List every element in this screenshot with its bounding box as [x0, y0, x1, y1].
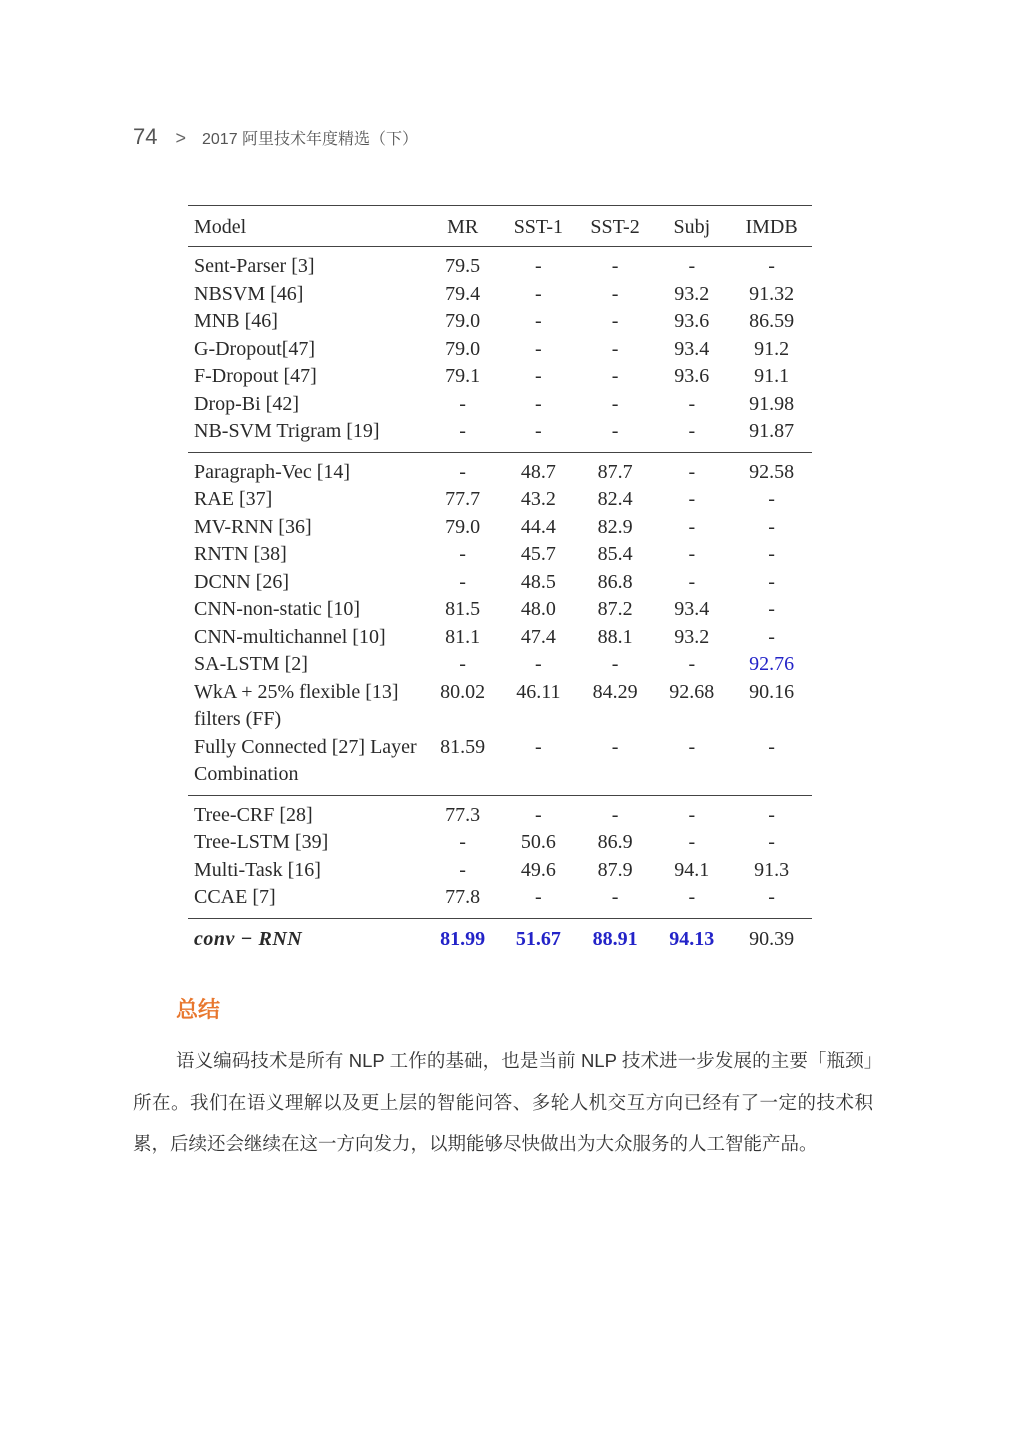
- score-cell-subj: -: [688, 803, 696, 826]
- score-cell-imdb: 91.2: [754, 337, 790, 360]
- model-name: G-Dropout[47]: [194, 337, 316, 360]
- model-name-cell: [188, 884, 426, 918]
- table-group: [188, 247, 812, 453]
- score-cell-sst2: -: [611, 282, 619, 305]
- score-cell-sst1: -: [535, 886, 542, 908]
- score-cell-sst2: -: [611, 310, 619, 332]
- section-title: 总结: [176, 997, 221, 1022]
- score-cell-sst1: 50.6: [520, 831, 556, 853]
- column-header-model: Model: [194, 216, 247, 238]
- column-header-sst1: SST-1: [513, 216, 563, 238]
- score-cell-sst1: -: [535, 420, 542, 442]
- score-cell-imdb: -: [768, 488, 775, 510]
- model-name: CNN-non-static [10]: [194, 598, 361, 620]
- score-cell-imdb: -: [768, 255, 775, 277]
- score-cell-subj: -: [688, 420, 696, 442]
- score-cell-subj: -: [688, 653, 696, 675]
- results-table: [188, 205, 812, 957]
- score-cell-subj: -: [688, 886, 696, 908]
- score-cell-imdb: -: [768, 886, 775, 908]
- score-cell-sst2: 86.9: [597, 831, 633, 853]
- score-cell-sst2: 84.29: [592, 680, 638, 703]
- model-name: CNN-multichannel [10]: [194, 625, 386, 648]
- score-cell-imdb: 90.16: [749, 680, 795, 703]
- score-cell-sst1: -: [535, 653, 542, 675]
- score-cell-sst2: -: [611, 255, 619, 277]
- score-cell-subj: 94.13: [669, 927, 715, 950]
- model-name-cell: [188, 336, 426, 364]
- score-cell-sst1: 46.11: [516, 680, 561, 703]
- column-header-imdb: IMDB: [745, 216, 798, 238]
- running-header: [133, 124, 418, 150]
- model-name: conv − RNN: [194, 927, 303, 950]
- model-name: SA-LSTM [2]: [194, 653, 308, 675]
- table-row: [188, 857, 812, 885]
- score-cell-sst1: -: [535, 365, 542, 387]
- model-name: Drop-Bi [42]: [194, 392, 299, 415]
- table-row: [188, 452, 812, 486]
- score-cell-imdb: 86.59: [749, 310, 795, 332]
- score-cell-imdb: 92.58: [749, 460, 795, 483]
- summary-body: [133, 1040, 873, 1165]
- score-cell-mr: 79.4: [445, 282, 481, 305]
- score-cell-mr: 77.8: [445, 886, 481, 908]
- table-group: [188, 795, 812, 918]
- model-name: DCNN [26]: [194, 570, 289, 593]
- score-cell-sst1: 44.4: [520, 515, 556, 538]
- score-cell-imdb: -: [768, 803, 775, 826]
- model-name: Multi-Task [16]: [194, 858, 321, 881]
- score-cell-mr: -: [459, 831, 466, 853]
- model-name: Sent-Parser [3]: [194, 255, 315, 277]
- table-row: [188, 679, 812, 734]
- model-name-cell: [188, 679, 426, 734]
- model-name-cell: [188, 795, 426, 829]
- score-cell-subj: 93.4: [674, 598, 710, 620]
- score-cell-mr: 80.02: [440, 680, 486, 703]
- page-number: 74: [133, 124, 158, 149]
- model-name-cell: [188, 514, 426, 542]
- score-cell-sst2: -: [611, 886, 619, 908]
- table-row: [188, 651, 812, 679]
- score-cell-sst2: 85.4: [597, 543, 633, 565]
- score-cell-sst2: -: [611, 392, 619, 415]
- table-row: [188, 624, 812, 652]
- score-cell-imdb: 92.76: [749, 653, 795, 675]
- score-cell-sst1: -: [535, 255, 542, 277]
- score-cell-mr: 77.7: [445, 488, 481, 510]
- score-cell-sst1: 45.7: [520, 543, 556, 565]
- score-cell-sst2: 82.4: [597, 488, 633, 510]
- model-name: MV-RNN [36]: [194, 515, 312, 538]
- table-row: [188, 486, 812, 514]
- score-cell-mr: 77.3: [445, 803, 481, 826]
- results-table-container: [188, 205, 812, 957]
- score-cell-subj: -: [688, 735, 696, 758]
- model-name: Tree-LSTM [39]: [194, 831, 329, 853]
- model-name: Paragraph-Vec [14]: [194, 460, 351, 483]
- score-cell-mr: 81.59: [440, 735, 486, 758]
- score-cell-mr: 81.99: [440, 927, 486, 950]
- model-name: RAE [37]: [194, 488, 273, 510]
- score-cell-sst2: 86.8: [597, 570, 633, 593]
- score-cell-sst2: 82.9: [597, 515, 633, 538]
- table-header-row: [188, 206, 812, 247]
- book-title: 2017 阿里技术年度精选（下）: [202, 131, 419, 148]
- score-cell-subj: -: [688, 392, 696, 415]
- column-header-sst2: SST-2: [590, 216, 640, 238]
- model-name-cell: [188, 829, 426, 857]
- column-header-subj: Subj: [673, 216, 711, 238]
- score-cell-sst2: 88.1: [597, 625, 633, 648]
- score-cell-mr: -: [459, 543, 466, 565]
- score-cell-mr: -: [459, 392, 466, 415]
- score-cell-mr: -: [459, 570, 466, 593]
- score-cell-imdb: -: [768, 831, 775, 853]
- score-cell-sst2: -: [611, 803, 619, 826]
- table-row: [188, 391, 812, 419]
- model-name-cell: [188, 247, 426, 281]
- score-cell-subj: -: [688, 255, 696, 277]
- score-cell-sst1: 49.6: [520, 858, 556, 881]
- score-cell-mr: 79.0: [445, 515, 481, 538]
- score-cell-sst2: 88.91: [592, 927, 638, 950]
- table-row: [188, 829, 812, 857]
- header-separator: >: [175, 128, 186, 148]
- score-cell-mr: 79.1: [445, 365, 481, 387]
- table-row: [188, 308, 812, 336]
- score-cell-subj: 93.6: [674, 310, 710, 332]
- table-group: [188, 452, 812, 795]
- table-row: [188, 795, 812, 829]
- score-cell-mr: 81.5: [445, 598, 481, 620]
- model-name-cell: [188, 596, 426, 624]
- table-row: [188, 596, 812, 624]
- score-cell-mr: 79.0: [445, 310, 481, 332]
- score-cell-sst1: -: [535, 310, 542, 332]
- score-cell-sst2: -: [611, 337, 619, 360]
- score-cell-subj: -: [688, 460, 696, 483]
- score-cell-imdb: 91.87: [749, 420, 795, 442]
- model-name: F-Dropout [47]: [194, 365, 317, 387]
- score-cell-imdb: 91.32: [749, 282, 795, 305]
- score-cell-mr: 79.5: [445, 255, 481, 277]
- model-name-cell: [188, 569, 426, 597]
- score-cell-sst1: -: [535, 803, 542, 826]
- score-cell-imdb: -: [768, 515, 775, 538]
- table-row: [188, 884, 812, 918]
- model-name: MNB [46]: [194, 310, 278, 332]
- score-cell-sst1: -: [535, 735, 542, 758]
- score-cell-sst1: 48.7: [520, 460, 556, 483]
- score-cell-sst1: 43.2: [520, 488, 556, 510]
- model-name-cell: [188, 857, 426, 885]
- table-row: [188, 281, 812, 309]
- score-cell-mr: -: [459, 653, 466, 675]
- score-cell-subj: -: [688, 570, 696, 593]
- score-cell-imdb: 91.1: [754, 365, 790, 387]
- table-row: [188, 734, 812, 796]
- score-cell-sst1: 51.67: [515, 927, 561, 950]
- model-name-cell: [188, 418, 426, 452]
- score-cell-sst2: 87.9: [597, 858, 633, 881]
- score-cell-subj: 93.2: [674, 625, 710, 648]
- model-name-cell: [188, 651, 426, 679]
- score-cell-subj: 94.1: [674, 858, 710, 881]
- model-name-cell: [188, 624, 426, 652]
- score-cell-sst2: 87.7: [597, 460, 633, 483]
- score-cell-imdb: 90.39: [749, 927, 795, 950]
- table-row: [188, 247, 812, 281]
- model-name: NB-SVM Trigram [19]: [194, 420, 380, 442]
- model-name: Tree-CRF [28]: [194, 803, 313, 826]
- model-name-cell: [188, 452, 426, 486]
- score-cell-imdb: -: [768, 570, 775, 593]
- score-cell-imdb: -: [768, 625, 775, 648]
- model-name-cell: [188, 734, 426, 796]
- model-name: WkA + 25% flexible [13] filters (FF): [194, 680, 399, 730]
- table-row: [188, 569, 812, 597]
- score-cell-sst2: -: [611, 365, 619, 387]
- table-row: [188, 418, 812, 452]
- score-cell-sst1: -: [535, 392, 542, 415]
- score-cell-sst1: 48.5: [520, 570, 556, 593]
- table-group-final: [188, 918, 812, 957]
- score-cell-sst1: -: [535, 282, 542, 305]
- score-cell-subj: -: [688, 543, 696, 565]
- score-cell-subj: 93.2: [674, 282, 710, 305]
- score-cell-mr: -: [459, 858, 466, 881]
- model-name-cell: [188, 308, 426, 336]
- score-cell-mr: 79.0: [445, 337, 481, 360]
- score-cell-subj: -: [688, 831, 696, 853]
- score-cell-sst1: -: [535, 337, 542, 360]
- score-cell-subj: -: [688, 515, 696, 538]
- score-cell-sst2: -: [611, 653, 619, 675]
- score-cell-imdb: 91.98: [749, 392, 795, 415]
- model-name-cell: [188, 363, 426, 391]
- score-cell-imdb: -: [768, 543, 775, 565]
- score-cell-subj: 93.4: [674, 337, 710, 360]
- model-name: NBSVM [46]: [194, 282, 304, 305]
- score-cell-sst1: 47.4: [520, 625, 556, 648]
- score-cell-imdb: 91.3: [754, 858, 790, 881]
- table-row: [188, 541, 812, 569]
- score-cell-imdb: -: [768, 598, 775, 620]
- score-cell-mr: -: [459, 460, 466, 483]
- score-cell-mr: -: [459, 420, 466, 442]
- model-name-cell: [188, 281, 426, 309]
- table-row: [188, 336, 812, 364]
- score-cell-sst2: -: [611, 735, 619, 758]
- model-name-cell: [188, 486, 426, 514]
- score-cell-sst2: -: [611, 420, 619, 442]
- score-cell-subj: -: [688, 488, 696, 510]
- model-name: CCAE [7]: [194, 886, 276, 908]
- column-header-mr: MR: [447, 216, 479, 238]
- score-cell-subj: 93.6: [674, 365, 710, 387]
- score-cell-sst2: 87.2: [597, 598, 633, 620]
- score-cell-mr: 81.1: [445, 625, 481, 648]
- model-name-cell: [188, 391, 426, 419]
- summary-paragraph: 语义编码技术是所有 NLP 工作的基础，也是当前 NLP 技术进一步发展的主要「瓶颈」所在。我们在语义理解以及更上层的智能问答、多轮人机交互方向已经有了一定的技术积累，后续还会继续在这一方向发力，以期能够尽快做出为大众服务的人工智能产品。: [133, 1050, 873, 1154]
- table-row: [188, 514, 812, 542]
- model-name-cell: [188, 541, 426, 569]
- table-row-proposed-model: [188, 918, 812, 957]
- score-cell-subj: 92.68: [669, 680, 715, 703]
- model-name: Fully Connected [27] Layer Combination: [194, 735, 417, 785]
- model-name: RNTN [38]: [194, 543, 287, 565]
- table-row: [188, 363, 812, 391]
- score-cell-sst1: 48.0: [520, 598, 556, 620]
- score-cell-imdb: -: [768, 735, 775, 758]
